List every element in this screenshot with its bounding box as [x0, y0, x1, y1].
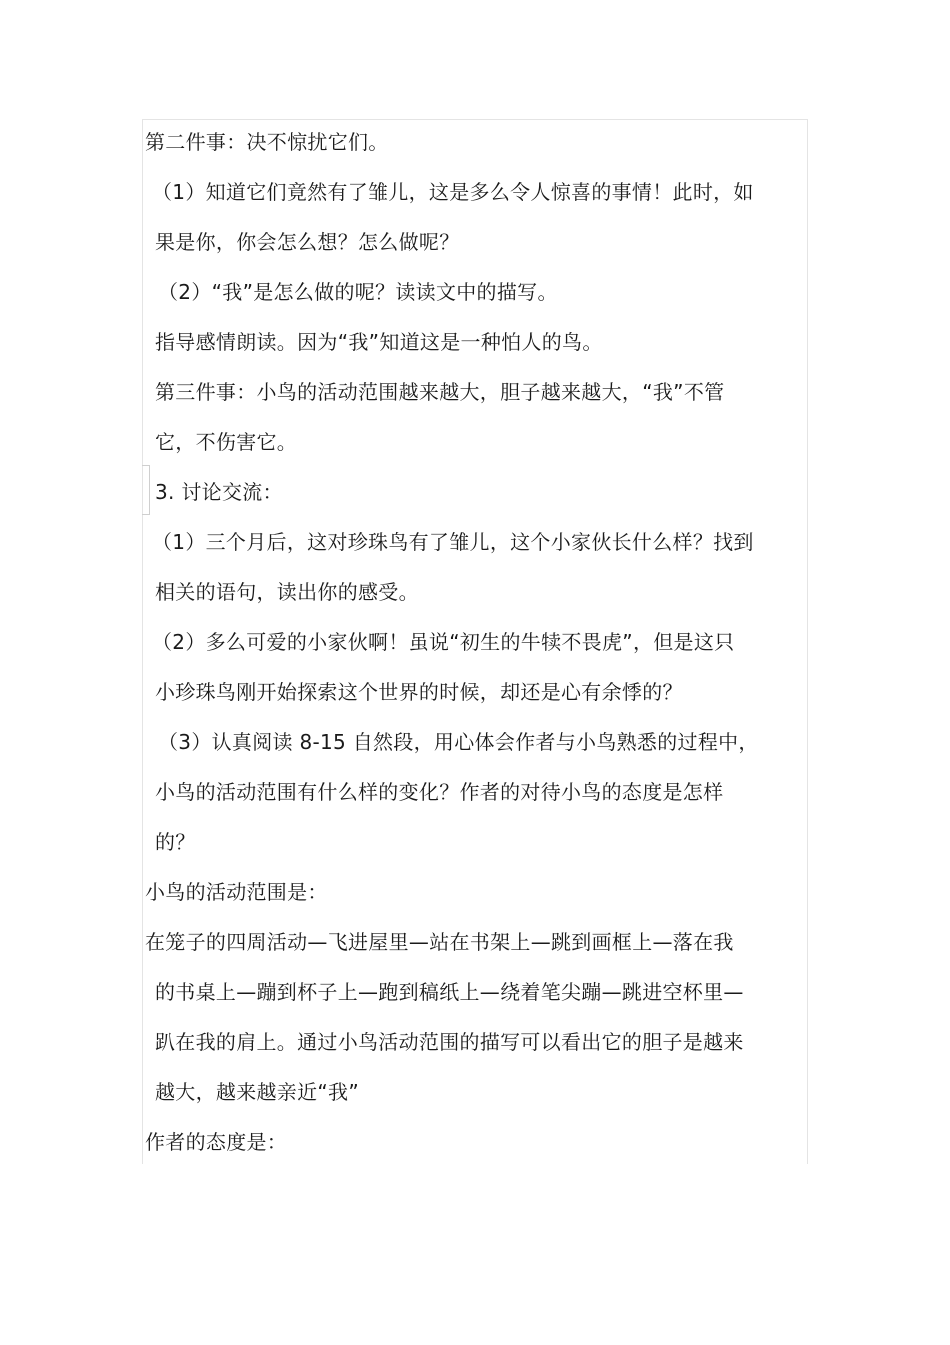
text-line: 趴在我的肩上。通过小鸟活动范围的描写可以看出它的胆子是越来 — [155, 1030, 744, 1054]
section-heading: 3. 讨论交流： — [155, 480, 283, 504]
text-line: （2）“我”是怎么做的呢？读读文中的描写。 — [158, 280, 558, 304]
text-line: （1）知道它们竟然有了雏儿，这是多么令人惊喜的事情！此时，如 — [152, 180, 754, 204]
text-line: （1）三个月后，这对珍珠鸟有了雏儿，这个小家伙长什么样？找到 — [152, 530, 754, 554]
text-line: （2）多么可爱的小家伙啊！虽说“初生的牛犊不畏虎”，但是这只 — [152, 630, 735, 654]
text-line: 第三件事：小鸟的活动范围越来越大，胆子越来越大，“我”不管 — [155, 380, 725, 404]
text-line: 指导感情朗读。因为“我”知道这是一种怕人的鸟。 — [155, 330, 603, 354]
text-line: 越大，越来越亲近“我” — [155, 1080, 360, 1104]
text-line: 小珍珠鸟刚开始探索这个世界的时候，却还是心有余悸的？ — [155, 680, 683, 704]
text-line: 相关的语句，读出你的感受。 — [155, 580, 419, 604]
text-line: 它，不伤害它。 — [155, 430, 298, 454]
text-line: 在笼子的四周活动—飞进屋里—站在书架上—跳到画框上—落在我 — [145, 930, 734, 954]
text-line: 第二件事：决不惊扰它们。 — [145, 130, 389, 154]
text-line: 果是你，你会怎么想？怎么做呢？ — [155, 230, 460, 254]
text-line: 的？ — [155, 830, 196, 854]
text-line: 的书桌上—蹦到杯子上—跑到稿纸上—绕着笔尖蹦—跳进空杯里— — [155, 980, 744, 1004]
text-line: 小鸟的活动范围是： — [145, 880, 328, 904]
text-line: 作者的态度是： — [145, 1130, 288, 1154]
margin-marker — [142, 465, 150, 515]
text-line: （3）认真阅读 8-15 自然段，用心体会作者与小鸟熟悉的过程中， — [158, 730, 759, 754]
text-line: 小鸟的活动范围有什么样的变化？作者的对待小鸟的态度是怎样 — [155, 780, 724, 804]
